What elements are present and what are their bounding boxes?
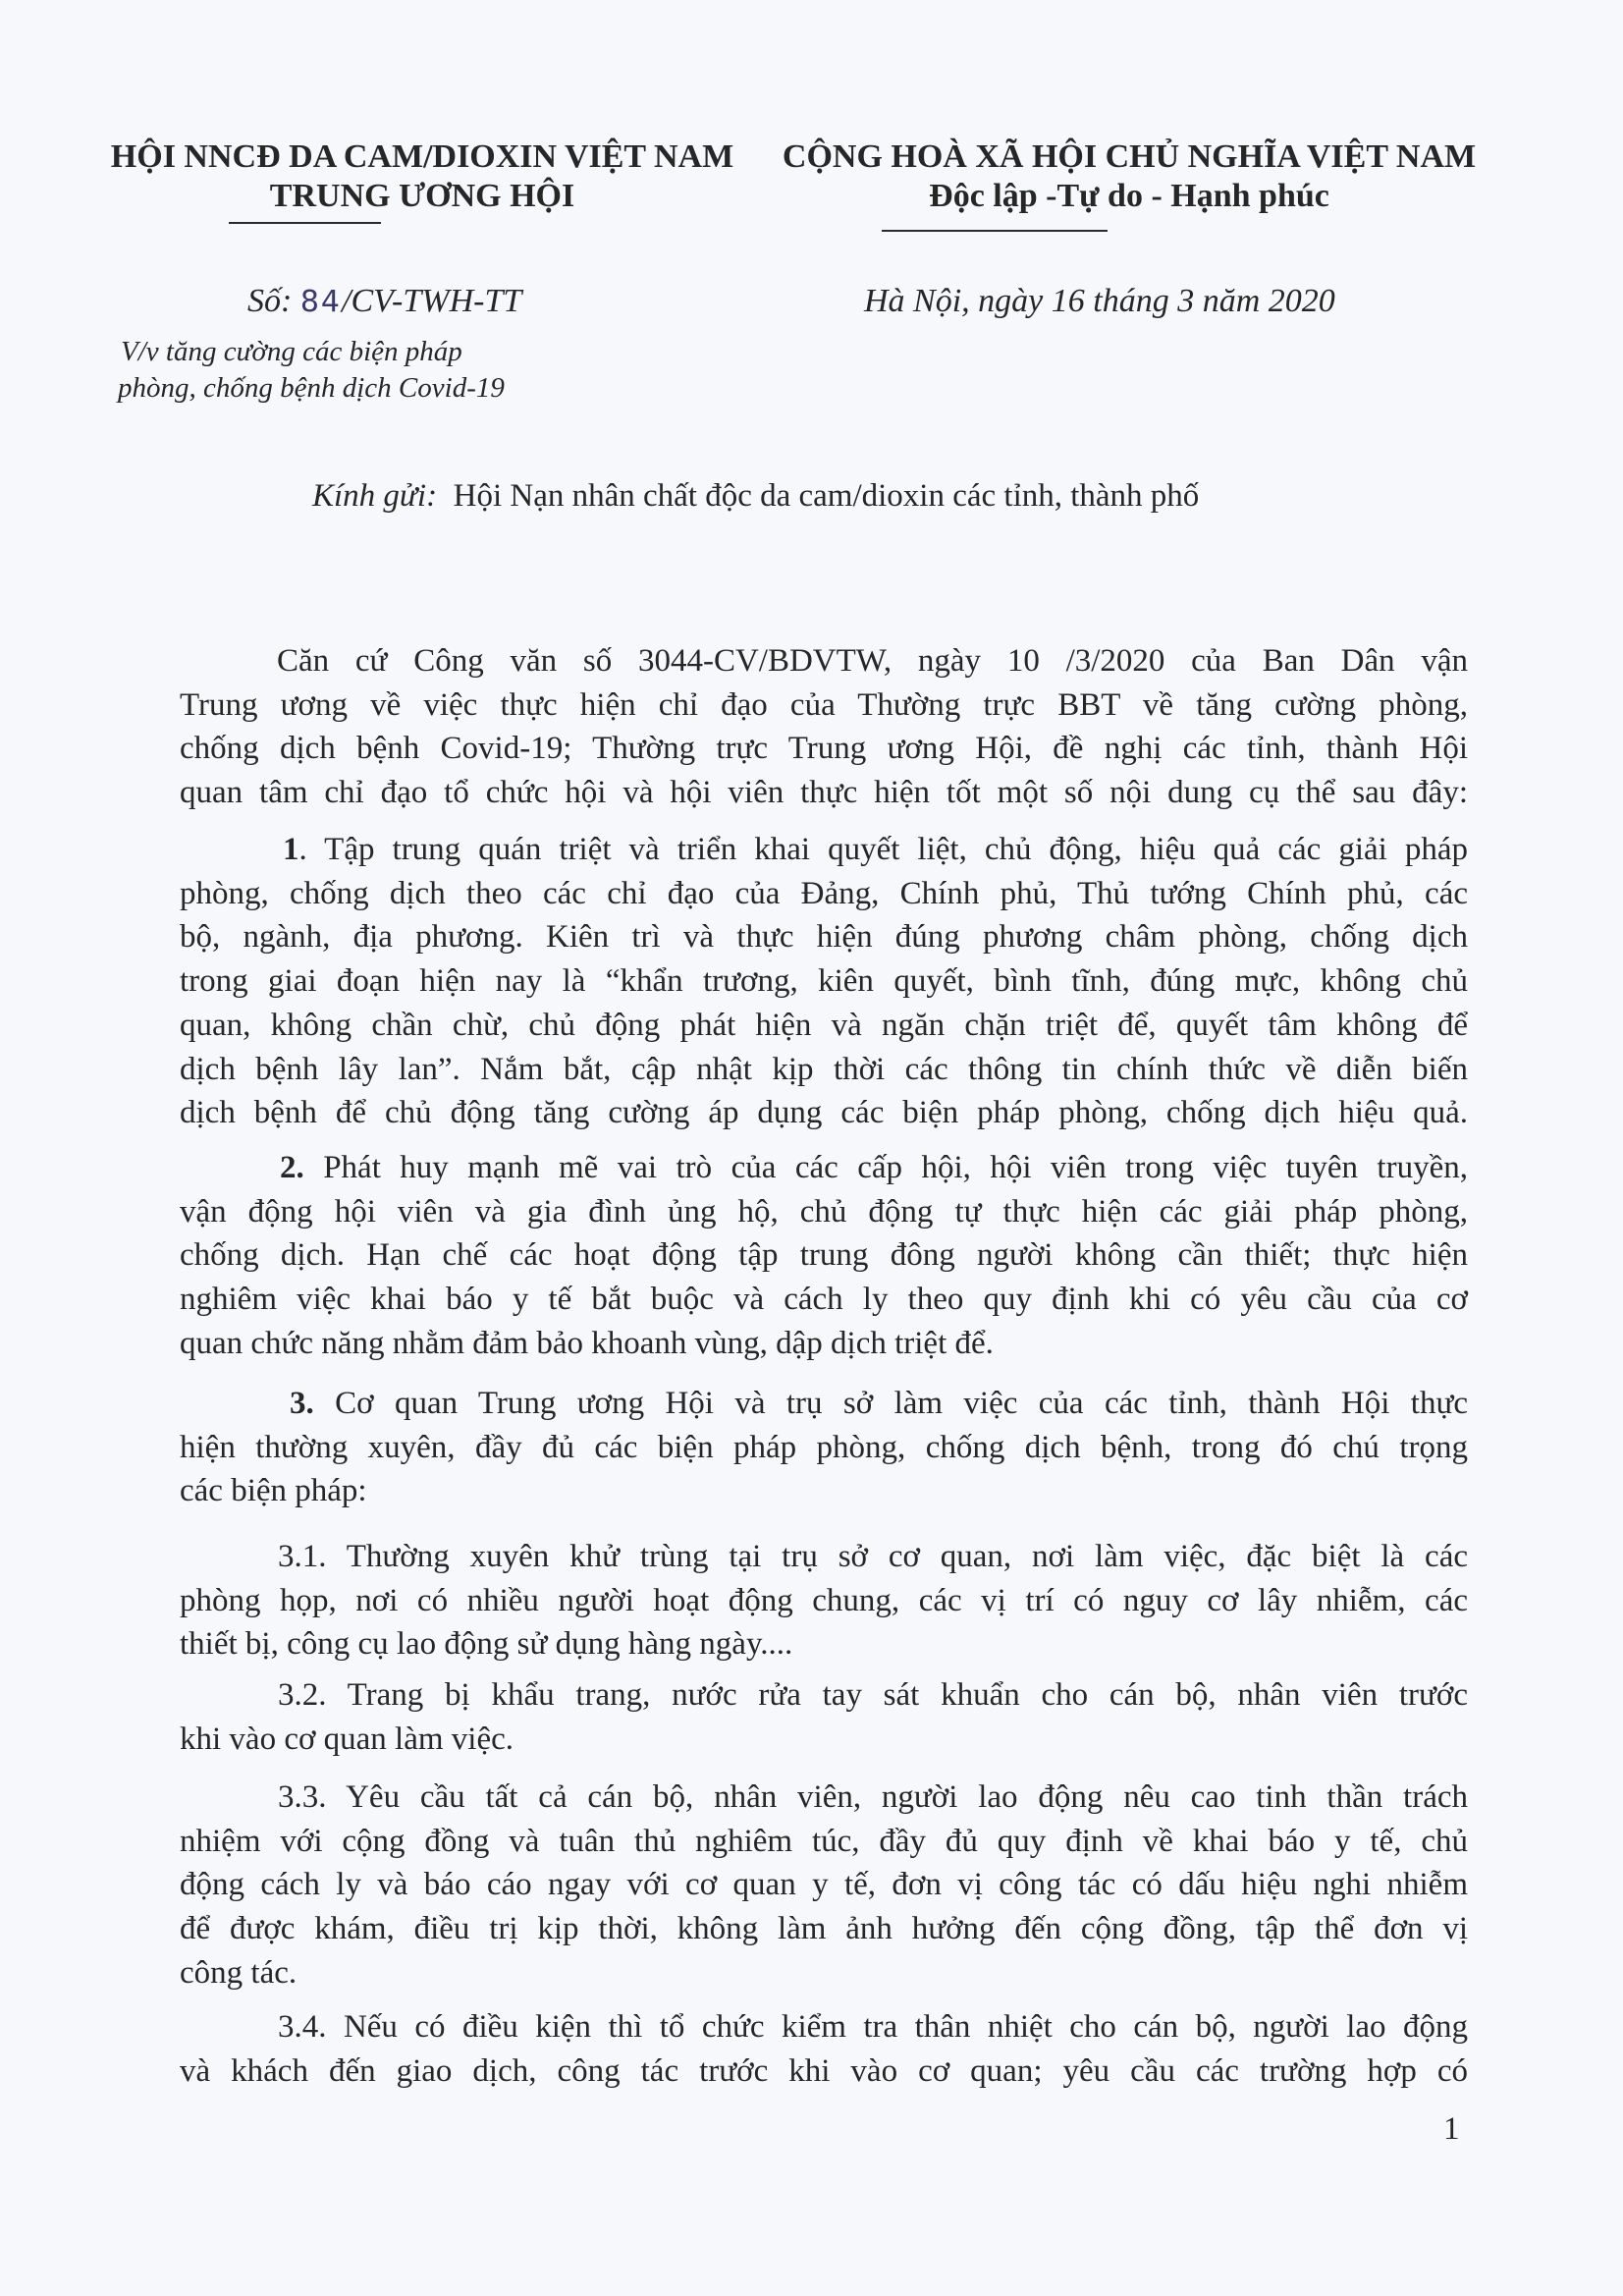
page-number: 1 bbox=[1443, 2111, 1460, 2147]
item-1-first-line bbox=[180, 828, 1468, 872]
subitem-line: động cách ly và báo cáo ngay với cơ quan y tế, đơn vị công tác có dấu hiệu nghi nhiễm bbox=[180, 1867, 1468, 1903]
item-line: quan chức năng nhằm đảm bảo khoanh vùng, dập dịch triệt để. bbox=[180, 1325, 994, 1361]
item-2-first-line bbox=[180, 1146, 1468, 1190]
recipient-label: Kính gửi bbox=[312, 478, 427, 514]
subitem-line: thiết bị, công cụ lao động sử dụng hàng ngày.... bbox=[180, 1626, 793, 1663]
recipient-colon: : bbox=[426, 478, 438, 514]
item-line: bộ, ngành, địa phương. Kiên trì và thực hiện đúng phương châm phòng, chống dịch bbox=[180, 919, 1468, 956]
doc-number-suffix: /CV-TWH-TT bbox=[342, 283, 522, 319]
place-date: Hà Nội, ngày 16 tháng 3 năm 2020 bbox=[864, 283, 1335, 319]
item-line: dịch bệnh để chủ động tăng cường áp dụng các biện pháp phòng, chống dịch hiệu quả. bbox=[180, 1095, 1468, 1131]
doc-number-handwritten: 84 bbox=[299, 285, 343, 319]
subitem-line: để được khám, điều trị kịp thời, không làm ảnh hưởng đến cộng đồng, tập thể đơn vị bbox=[180, 1911, 1468, 1947]
item-2 bbox=[180, 1146, 1468, 1366]
doc-number-prefix: Số: bbox=[247, 283, 293, 319]
item-line: quan, không chần chừ, chủ động phát hiện và ngăn chặn triệt để, quyết tâm không để bbox=[180, 1007, 1468, 1043]
item-1 bbox=[180, 828, 1468, 1135]
subitem-3-1 bbox=[180, 1535, 1468, 1667]
subitem-line: phòng họp, nơi có nhiều người hoạt động chung, các vị trí có nguy cơ lây nhiễm, các bbox=[180, 1582, 1468, 1618]
item-text: . Tập trung quán triệt và triển khai quyết liệt, chủ động, hiệu quả các giải pháp bbox=[298, 832, 1468, 867]
item-text: Cơ quan Trung ương Hội và trụ sở làm việc của các tỉnh, thành Hội thực bbox=[313, 1386, 1468, 1421]
recipient bbox=[312, 478, 1199, 515]
subitem-line: và khách đến giao dịch, công tác trước khi vào cơ quan; yêu cầu các trường hợp có bbox=[180, 2052, 1468, 2089]
intro-line: Trung ương về việc thực hiện chỉ đạo của Thường trực BBT về tăng cường phòng, bbox=[180, 686, 1468, 723]
subitem-first-line: 3.2. Trang bị khẩu trang, nước rửa tay sát khuẩn cho cán bộ, nhân viên trước bbox=[278, 1677, 1468, 1713]
item-line: phòng, chống dịch theo các chỉ đạo của Đảng, Chính phủ, Thủ tướng Chính phủ, các bbox=[180, 875, 1468, 911]
item-line: nghiêm việc khai báo y tế bắt buộc và cách ly theo quy định khi có yêu cầu của cơ bbox=[180, 1282, 1468, 1318]
subject-line-2: phòng, chống bệnh dịch Covid-19 bbox=[118, 372, 505, 404]
item-line: dịch bệnh lây lan”. Nắm bắt, cập nhật kịp thời các thông tin chính thức về diễn biến bbox=[180, 1051, 1468, 1087]
subject-line-1: V/v tăng cường các biện pháp bbox=[121, 336, 462, 367]
intro-line: quan tâm chỉ đạo tổ chức hội và hội viên thực hiện tốt một số nội dung cụ thể sau đây: bbox=[180, 775, 1468, 811]
subitem-3-4 bbox=[180, 2005, 1468, 2093]
item-number: 3. bbox=[290, 1386, 314, 1421]
item-line: hiện thường xuyên, đầy đủ các biện pháp phòng, chống dịch bệnh, trong đó chú trọng bbox=[180, 1429, 1468, 1465]
org-unit: TRUNG ƯƠNG HỘI bbox=[269, 178, 575, 214]
doc-number bbox=[247, 283, 521, 320]
subject bbox=[118, 334, 505, 407]
subitem-first-line: 3.3. Yêu cầu tất cả cán bộ, nhân viên, người lao động nêu cao tinh thần trách bbox=[278, 1779, 1468, 1815]
intro-paragraph bbox=[180, 639, 1468, 815]
subitem-first-line: 3.1. Thường xuyên khử trùng tại trụ sở cơ quan, nơi làm việc, đặc biệt là các bbox=[278, 1539, 1468, 1574]
org-unit-underline bbox=[229, 222, 381, 224]
item-line: các biện pháp: bbox=[180, 1473, 367, 1509]
nation-motto: Độc lập -Tự do - Hạnh phúc bbox=[929, 178, 1329, 214]
nation-title: CỘNG HOÀ XÃ HỘI CHỦ NGHĨA VIỆT NAM bbox=[782, 138, 1477, 175]
item-line: chống dịch. Hạn chế các hoạt động tập trung đông người không cần thiết; thực hiện bbox=[180, 1237, 1468, 1274]
item-number: 1 bbox=[283, 832, 299, 867]
org-name: HỘI NNCĐ DA CAM/DIOXIN VIỆT NAM bbox=[110, 138, 734, 175]
subitem-line: nhiệm với cộng đồng và tuân thủ nghiêm túc, đầy đủ quy định về khai báo y tế, chủ bbox=[180, 1823, 1468, 1859]
nation-motto-underline bbox=[882, 230, 1108, 232]
item-line: vận động hội viên và gia đình ủng hộ, chủ động tự thực hiện các giải pháp phòng, bbox=[180, 1193, 1468, 1230]
item-number: 2. bbox=[280, 1150, 304, 1185]
subitem-line: công tác. bbox=[180, 1954, 298, 1991]
item-line: trong giai đoạn hiện nay là “khẩn trương, kiên quyết, bình tĩnh, đúng mực, không chủ bbox=[180, 963, 1468, 1000]
item-3 bbox=[180, 1382, 1468, 1513]
intro-line: Căn cứ Công văn số 3044-CV/BDVTW, ngày 10 /3/2020 của Ban Dân vận bbox=[277, 643, 1468, 679]
subitem-3-2 bbox=[180, 1673, 1468, 1761]
subitem-first-line: 3.4. Nếu có điều kiện thì tổ chức kiểm tra thân nhiệt cho cán bộ, người lao động bbox=[278, 2009, 1468, 2045]
subitem-line: khi vào cơ quan làm việc. bbox=[180, 1721, 514, 1757]
recipient-value: Hội Nạn nhân chất độc da cam/dioxin các tỉnh, thành phố bbox=[453, 478, 1200, 514]
intro-line: chống dịch bệnh Covid-19; Thường trực Trung ương Hội, đề nghị các tỉnh, thành Hội bbox=[180, 731, 1468, 767]
item-3-first-line bbox=[180, 1382, 1468, 1426]
subitem-3-3 bbox=[180, 1776, 1468, 1995]
item-text: Phát huy mạnh mẽ vai trò của các cấp hội, hội viên trong việc tuyên truyền, bbox=[303, 1150, 1468, 1185]
